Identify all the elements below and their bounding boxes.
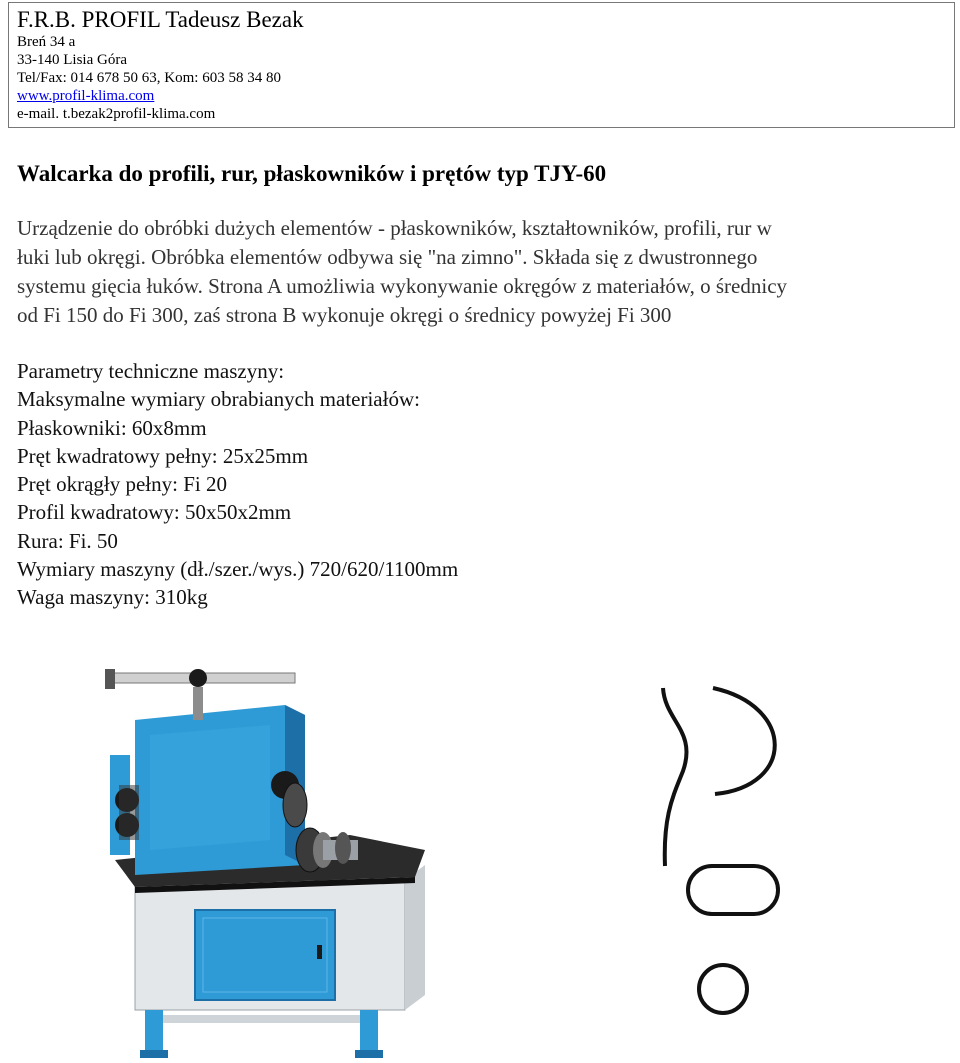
description-line: od Fi 150 do Fi 300, zaś strona B wykonuje okręgi o średnicy powyżej Fi 300 xyxy=(17,303,672,327)
technical-specs xyxy=(17,357,458,612)
spec-weight: Waga maszyny: 310kg xyxy=(17,585,208,610)
spec-flat-bar: Płaskowniki: 60x8mm xyxy=(17,415,207,440)
spec-round-bar: Pręt okrągły pełny: Fi 20 xyxy=(17,472,227,497)
website-link[interactable]: www.profil-klima.com xyxy=(17,88,155,104)
email-line: e-mail. t.bezak2profil-klima.com xyxy=(17,106,216,122)
company-name: F.R.B. PROFIL Tadeusz Bezak xyxy=(17,7,304,32)
description-line: Urządzenie do obróbki dużych elementów - płaskowników, kształtowników, profili, rur w xyxy=(17,216,772,240)
spec-square-profile: Profil kwadratowy: 50x50x2mm xyxy=(17,500,292,525)
description-line: łuki lub okręgi. Obróbka elementów odbywa się "na zimno". Składa się z dwustronnego xyxy=(17,245,758,269)
specs-heading: Parametry techniczne maszyny: xyxy=(17,359,285,383)
phone-line: Tel/Fax: 014 678 50 63, Kom: 603 58 34 80 xyxy=(17,70,281,86)
bending-machine-image xyxy=(95,665,435,1060)
spec-pipe: Rura: Fi. 50 xyxy=(17,528,118,553)
product-title: Walcarka do profili, rur, płaskowników i prętów typ TJY-60 xyxy=(17,161,607,186)
product-description xyxy=(17,214,937,330)
website-line xyxy=(17,87,954,105)
address-line-2: 33-140 Lisia Góra xyxy=(17,52,127,68)
spec-square-bar: Pręt kwadratowy pełny: 25x25mm xyxy=(17,443,309,468)
spec-max-dimensions: Maksymalne wymiary obrabianych materiałów: xyxy=(17,387,420,412)
spec-machine-dimensions: Wymiary maszyny (dł./szer./wys.) 720/620/1100mm xyxy=(17,557,459,582)
description-line: systemu gięcia łuków. Strona A umożliwia wykonywanie okręgów z materiałów, o średnicy xyxy=(17,274,788,298)
bent-profiles-illustration xyxy=(655,676,790,1051)
company-header-box xyxy=(8,2,955,128)
address-line-1: Breń 34 a xyxy=(17,34,76,50)
